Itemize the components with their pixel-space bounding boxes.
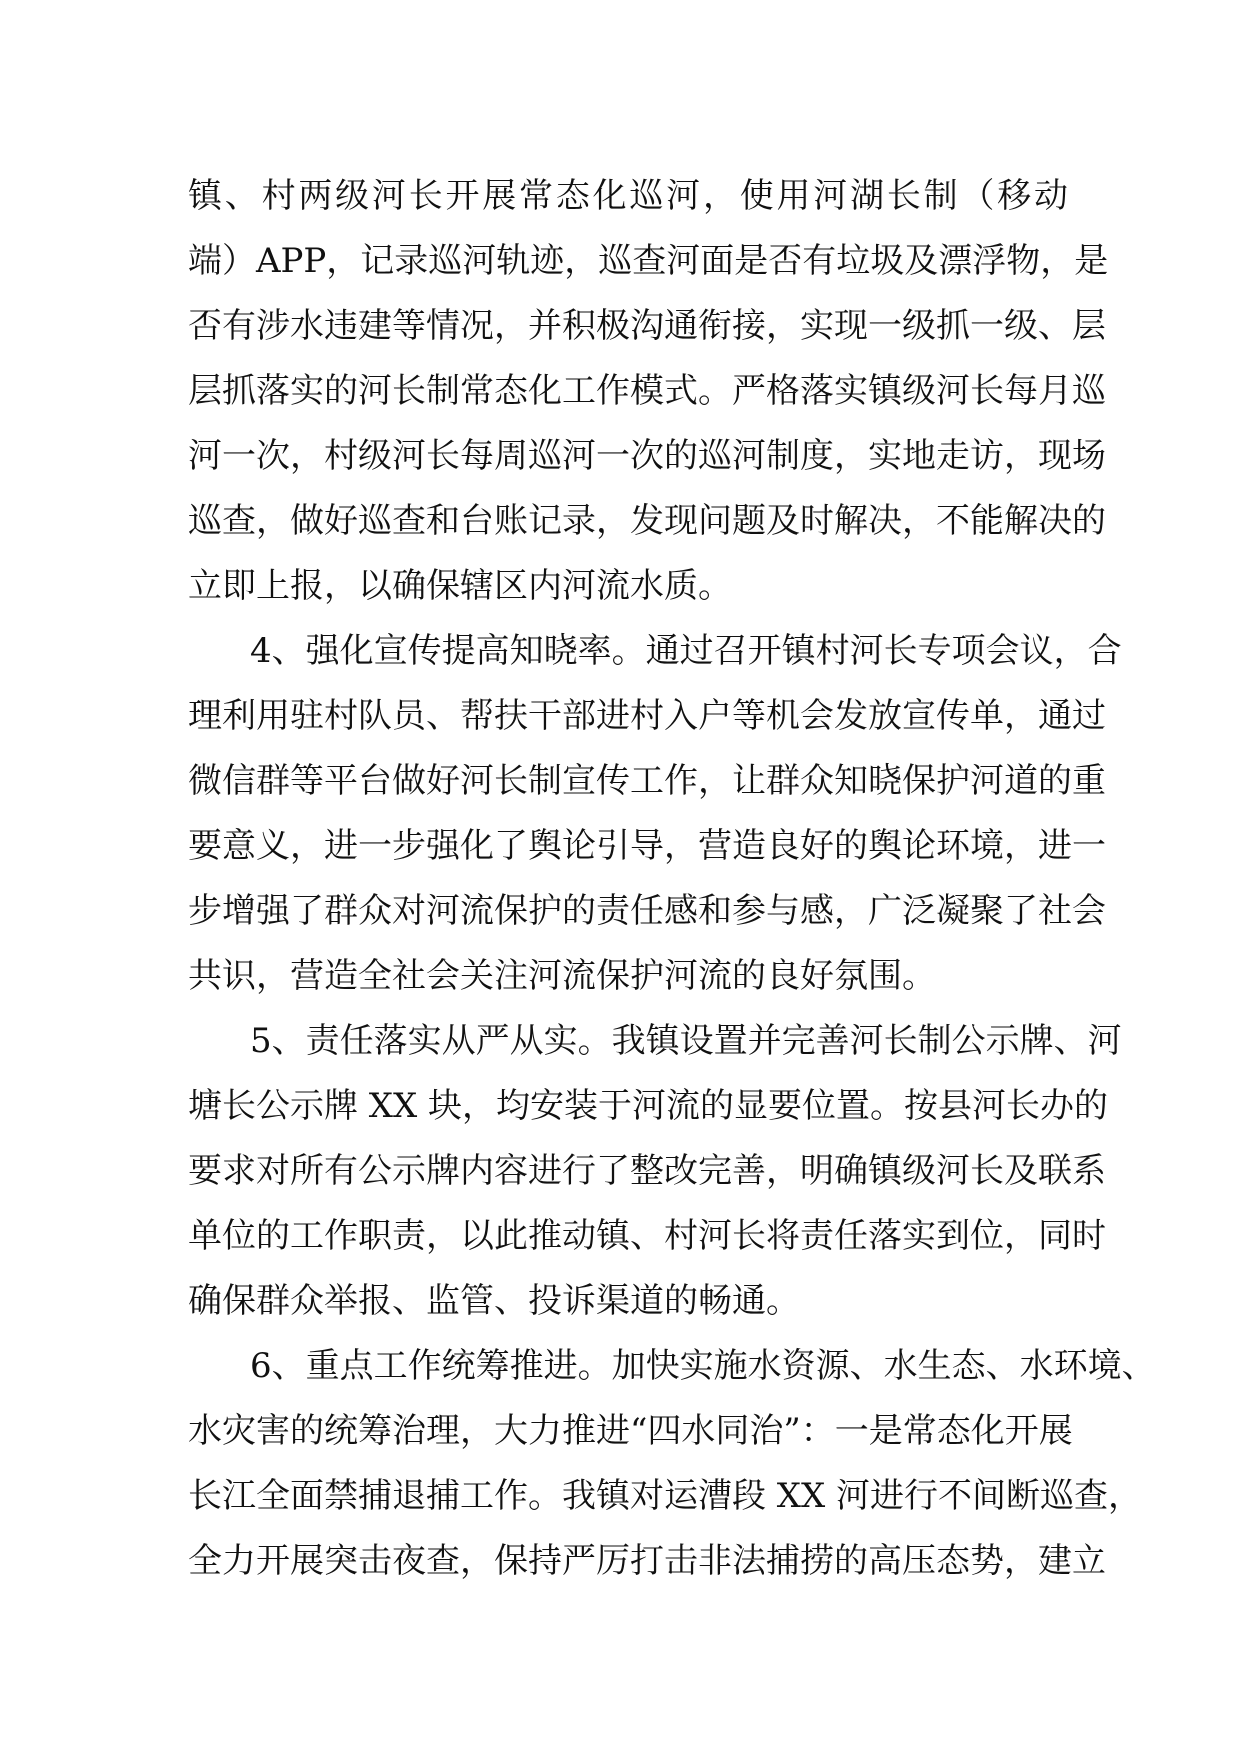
text-line: 镇、村两级河长开展常态化巡河，使用河湖长制（移动 — [188, 176, 1068, 216]
text-line: 全力开展突击夜查，保持严厉打击非法捕捞的高压态势，建立 — [188, 1541, 1106, 1581]
text-line: 要求对所有公示牌内容进行了整改完善，明确镇级河长及联系 — [188, 1151, 1106, 1191]
text-line: 巡查，做好巡查和台账记录，发现问题及时解决，不能解决的 — [188, 501, 1106, 541]
text-line: 理利用驻村队员、帮扶干部进村入户等机会发放宣传单，通过 — [188, 696, 1106, 736]
text-line: 水灾害的统筹治理，大力推进“四水同治”：一是常态化开展 — [188, 1411, 1073, 1451]
text-line: 共识，营造全社会关注河流保护河流的良好氛围。 — [188, 956, 936, 996]
paragraph-4-heading-line: 4、强化宣传提高知晓率。通过召开镇村河长专项会议，合 — [250, 631, 1122, 671]
text-line: 单位的工作职责，以此推动镇、村河长将责任落实到位，同时 — [188, 1216, 1106, 1256]
text-line: 立即上报，以确保辖区内河流水质。 — [188, 566, 732, 606]
text-line: 确保群众举报、监管、投诉渠道的畅通。 — [188, 1281, 800, 1321]
text-line: 微信群等平台做好河长制宣传工作，让群众知晓保护河道的重 — [188, 761, 1106, 801]
text-line: 步增强了群众对河流保护的责任感和参与感，广泛凝聚了社会 — [188, 891, 1106, 931]
body-text — [188, 164, 1156, 1594]
text-line: 长江全面禁捕退捕工作。我镇对运漕段 XX 河进行不间断巡查， — [188, 1476, 1143, 1516]
text-line: 端）APP，记录巡河轨迹，巡查河面是否有垃圾及漂浮物，是 — [188, 241, 1109, 281]
text-line: 否有涉水违建等情况，并积极沟通衔接，实现一级抓一级、层 — [188, 306, 1106, 346]
paragraph-6-heading-line: 6、重点工作统筹推进。加快实施水资源、水生态、水环境、 — [250, 1346, 1156, 1386]
text-line: 层抓落实的河长制常态化工作模式。严格落实镇级河长每月巡 — [188, 371, 1106, 411]
paragraph-5-heading-line: 5、责任落实从严从实。我镇设置并完善河长制公示牌、河 — [250, 1021, 1122, 1061]
text-line: 要意义，进一步强化了舆论引导，营造良好的舆论环境，进一 — [188, 826, 1106, 866]
text-line: 塘长公示牌 XX 块，均安装于河流的显要位置。按县河长办的 — [188, 1086, 1109, 1126]
text-line: 河一次，村级河长每周巡河一次的巡河制度，实地走访，现场 — [188, 436, 1106, 476]
